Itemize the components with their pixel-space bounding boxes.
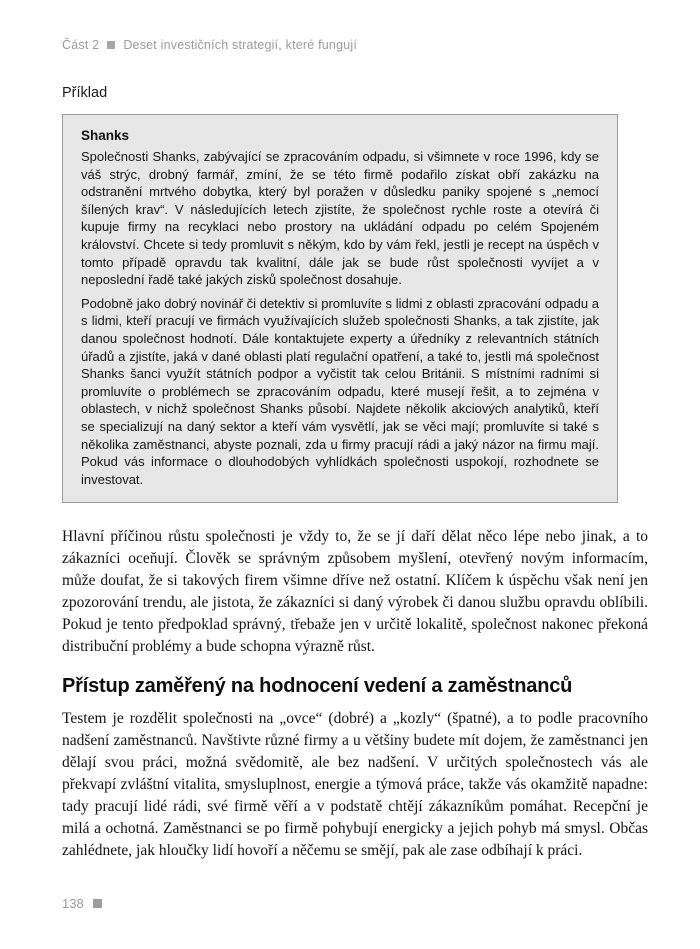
body-paragraph: Hlavní příčinou růstu společnosti je vždy to, že se jí daří dělat něco lépe nebo jinak, a to zákazníci oceňují. Člověk se správným způsobem myšlení, otevřený novým informacím, může doufat, že si takových firem všimne dříve než ostatní. Klíčem k úspěchu však není jen zpozorování trendu, ale jistota, že zákazníci si daný výrobek či danou službu opravdu oblíbili. Pokud je tento předpoklad správný, třebaže jen v určitě lokalitě, společnost nakonec překoná distribuční problémy a bude schopna výrazně růst. [62,528,648,656]
example-box-paragraph: Podobně jako dobrý novinář či detektiv si promluvíte s lidmi z oblasti zpracování odpadu a s lidmi, kteří pracují ve firmách využívajících služeb společnosti Shanks, a tak zjistíte, jak danou společnost hodnotí. Dále kontaktujete experty a úředníky z relevantních státních úřadů a zjistíte, jaká v dané oblasti platí regulační opatření, a také to, jestli má společnost Shanks šanci využít státních podpor a vyčistit tak celou Británii. S místními radními si promluvíte o problémech se zpracováním odpadu, které musejí řešit, a to zejména v oblastech, v nichž společnost Shanks působí. Najdete několik akciových analytiků, kteří se specializují na daný sektor a kteří vám vysvětlí, jak se věci mají; promluvíte si také s několika zaměstnanci, abyste poznali, zda u firmy pracují rádi a jaký názor na firmu mají. Pokud vás informace o dlouhodobých vyhlídkách společnosti uspokojí, rozhodnete se investovat. [81,295,599,487]
example-box-paragraph: Společnosti Shanks, zabývající se zpracováním odpadu, si všimnete v roce 1996, kdy se váš strýc, drobný farmář, zmíní, že se této firmě podařilo získat obří zakázku na odstranění mrtvého dobytka, který byl poražen v důsledku paniky spojené s „nemocí šílených krav“. V následujících letech zjistíte, že společnost rychle roste a otevírá či kupuje firmy na recyklaci nebo prostory na ukládání odpadu po celém Spojeném království. Chcete si tedy promluvit s někým, kdo by vám řekl, jestli je recept na úspěch v tomto případě opravdu tak kvalitní, dále jak se bude růst společnosti vyvíjet a v neposlední řadě také jakých zisků společnost dosahuje. [81,149,599,288]
running-header [62,38,648,52]
example-box [62,114,618,503]
book-page [62,0,648,862]
square-bullet-icon [107,41,115,49]
example-label: Příklad [62,85,108,101]
chapter-title: Deset investičních strategií, které fungují [123,38,358,52]
part-label: Část 2 [62,38,100,52]
body-paragraph: Testem je rozdělit společnosti na „ovce“ (dobré) a „kozly“ (špatné), a to podle pracovního nadšení zaměstnanců. Navštivte různé firmy a u většiny budete mít dojem, že zaměstnanci jen dělají svou práci, možná svědomitě, ale bez nadšení. V určitých společnostech vás ale překvapí zvláštní vitalita, smysluplnost, energie a týmová práce, takže vás okamžitě napadne: tady pracují lidé rádi, své firmě věří a v podstatě chtějí zákazníkům pomáhat. Recepční je milá a ochotná. Zaměstnanci se po firmě pohybují energicky a jejich pohyb má smysl. Občas zahlédnete, jak hloučky lidí hovoří a něčemu se smějí, pak ale zase odbíhají k práci. [62,710,648,860]
section-heading: Přístup zaměřený na hodnocení vedení a zaměstnanců [62,675,573,698]
square-bullet-icon [93,899,102,908]
page-footer [62,896,102,911]
page-number: 138 [62,896,84,911]
example-box-title: Shanks [81,128,130,143]
